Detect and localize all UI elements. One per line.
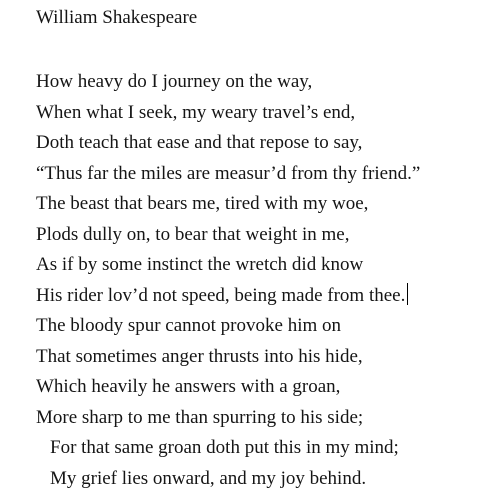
poem-line-couplet: My grief lies onward, and my joy behind. <box>50 467 367 489</box>
poem-line: The bloody spur cannot provoke him on <box>36 315 342 336</box>
poem-line: Doth teach that ease and that repose to say, <box>36 132 363 153</box>
text-cursor <box>407 283 408 305</box>
poem-line-couplet: For that same groan doth put this in my mind; <box>50 437 399 458</box>
poem-line: When what I seek, my weary travel’s end, <box>36 101 356 123</box>
poem-line: Which heavily he answers with a groan, <box>36 376 341 397</box>
poem-body[interactable] <box>36 67 420 494</box>
poem-line: More sharp to me than spurring to his side; <box>36 406 364 428</box>
poem-line-with-cursor <box>36 281 420 312</box>
poem-line: As if by some instinct the wretch did know <box>36 254 364 275</box>
poem-line: How heavy do I journey on the way, <box>36 71 313 92</box>
poem-line: The beast that bears me, tired with my woe, <box>36 193 369 214</box>
poem-line: That sometimes anger thrusts into his hide, <box>36 345 363 367</box>
poem-line: Plods dully on, to bear that weight in me, <box>36 223 350 245</box>
poem-line-text: His rider lov’d not speed, being made from thee. <box>36 284 406 306</box>
author-heading: William Shakespeare <box>36 7 198 28</box>
poem-line: “Thus far the miles are measur’d from thy friend.” <box>36 162 421 184</box>
